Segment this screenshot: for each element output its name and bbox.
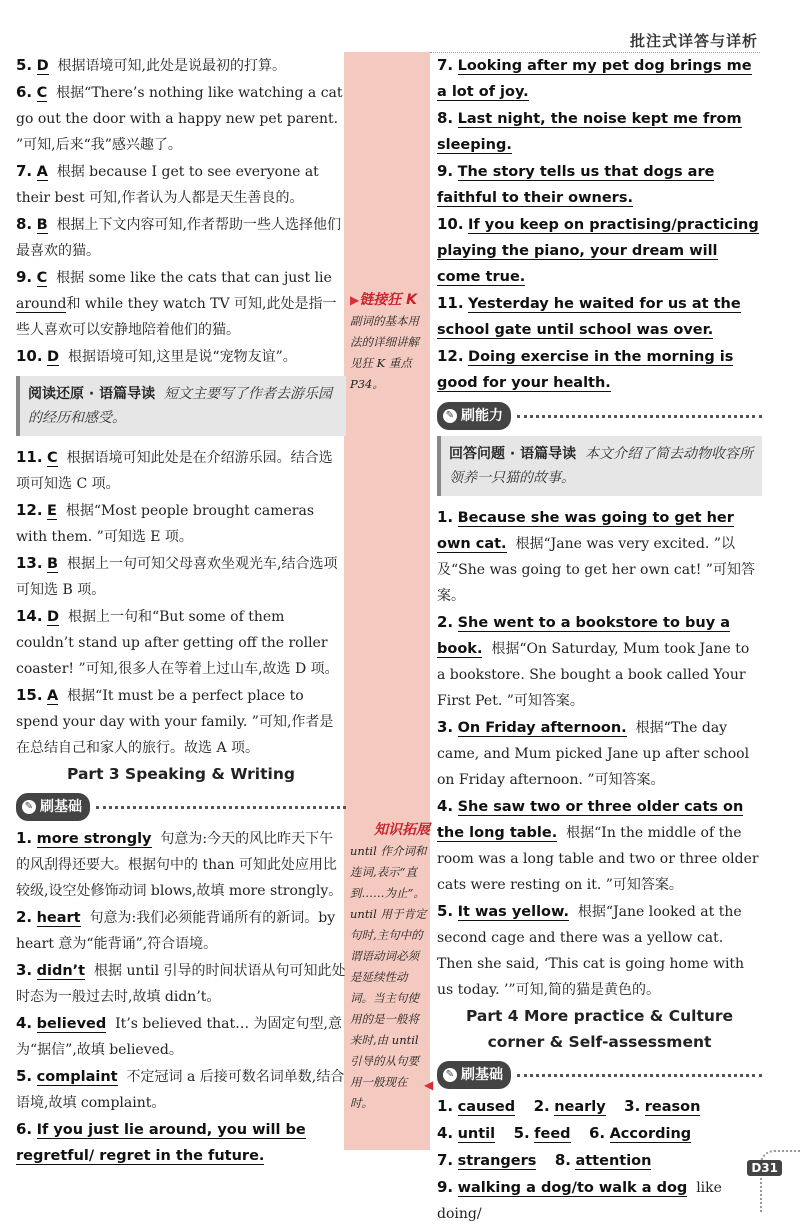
note-knowledge-heading: 知识拓展: [374, 822, 430, 838]
answer-guide-box: 回答问题 · 语篇导读 本文介绍了简去动物收容所领养一只猫的故事。: [437, 436, 762, 496]
item-q1: 1. Because she was going to get her own cat. 根据“Jane was very excited. ”以及“She was going to get her own cat! ”可知答案。: [437, 508, 755, 604]
tag-basic-1: ✎ 刷基础: [16, 793, 346, 821]
item-q5: 5. It was yellow. 根据“Jane looked at the second cage and there was a yellow cat. Then she said, ‘This cat is going home with us today. ’”可知,简的猫是黄色的。: [437, 902, 745, 998]
item-q3: 3. On Friday afternoon. 根据“The day came, and Mum picked Jane up after school on Friday afternoon. ”可知答案。: [437, 718, 750, 788]
answers-row-4: 9. walking a dog/to walk a dog like doing/: [437, 1178, 722, 1222]
item-r12: 12. Doing exercise in the morning is good for your health.: [437, 347, 734, 391]
arrow-left-icon: ◀: [424, 1078, 434, 1092]
item-8: 8. B 根据上下文内容可知,作者帮助一些人选择他们最喜欢的猫。: [16, 215, 342, 259]
item-6: 6. C 根据“There’s nothing like watching a cat go out the door with a happy new pet parent. ”可知,后来“我”感兴趣了。: [16, 83, 343, 153]
item-q4: 4. She saw two or three older cats on the long table. 根据“In the middle of the room was a long table and two or three older cats were resting on it. ”可知答案。: [437, 797, 759, 893]
item-r11: 11. Yesterday he waited for us at the school gate until school was over.: [437, 294, 741, 338]
part-4-title-line2: corner & Self-assessment: [487, 1033, 712, 1051]
item-r10: 10. If you keep on practising/practicing playing the piano, your dream will come true.: [437, 215, 759, 285]
note-link-heading: 链接狂 K: [359, 292, 417, 308]
answers-row-3: 7. strangers 8. attention: [437, 1151, 652, 1169]
page-number: D31: [747, 1160, 782, 1176]
brush-icon: ✎: [443, 1068, 457, 1082]
tag-basic-2: ✎ 刷基础: [437, 1061, 762, 1089]
item-r9: 9. The story tells us that dogs are faithful to their owners.: [437, 162, 715, 206]
item-r8: 8. Last night, the noise kept me from sleeping.: [437, 109, 742, 153]
item-10: 10. D 根据语境可知,这里是说“宠物友谊”。: [16, 347, 297, 365]
item-w6: 6. If you just lie around, you will be regretful/ regret in the future.: [16, 1120, 306, 1164]
item-q2: 2. She went to a bookstore to buy a book. 根据“On Saturday, Mum took Jane to a bookstore. She bought a book called Your First Pet. ”可知答案。: [437, 613, 750, 709]
note-link: [350, 290, 430, 395]
page-header-title: 批注式详答与详析: [629, 32, 758, 50]
item-11: 11. C 根据语境可知此处是在介绍游乐园。结合选项可知选 C 项。: [16, 448, 333, 492]
part-3-title: Part 3 Speaking & Writing: [67, 765, 295, 783]
item-12: 12. E 根据“Most people brought cameras with them. ”可知选 E 项。: [16, 501, 315, 545]
item-w5: 5. complaint 不定冠词 a 后接可数名词单数,结合语境,故填 complaint。: [16, 1067, 345, 1111]
answers-row-2: 4. until 5. feed 6. According: [437, 1124, 692, 1142]
part-4-title-line1: Part 4 More practice & Culture: [465, 1007, 734, 1025]
left-column: [16, 52, 346, 1169]
note-link-body: 副词的基本用法的详细讲解见狂 K 重点 P34。: [350, 314, 419, 391]
note-knowledge: [350, 820, 430, 1114]
right-column: [437, 52, 762, 1227]
brush-icon: ✎: [22, 800, 36, 814]
reading-guide-box: 阅读还原 · 语篇导读 短文主要写了作者去游乐园的经历和感受。: [16, 376, 346, 436]
item-15: 15. A 根据“It must be a perfect place to spend your day with your family. ”可知,作者是在总结自己和家人的旅行。故选 A 项。: [16, 686, 334, 756]
note-knowledge-body: until 作介词和连词,表示“直到……为止”。until 用于肯定句时,主句中的谓语动词必须是延续性动词。当主句使用的是一般将来时,由 until 引导的从句要用一般现在时。: [350, 844, 427, 1110]
item-5: 5. D 根据语境可知,此处是说最初的打算。: [16, 56, 286, 74]
item-w1: 1. more strongly 句意为:今天的风比昨天下午的风刮得还要大。根据句中的 than 可知此处应用比较级,设空处修饰动词 blows,故填 more strongly。: [16, 829, 343, 899]
brush-icon: ✎: [443, 409, 457, 423]
item-9: 9. C 根据 some like the cats that can just lie around和 while they watch TV 可知,此处是指一些人喜欢可以安静地陪着他们的猫。: [16, 268, 337, 338]
item-7: 7. A 根据 because I get to see everyone at their best 可知,作者认为人都是天生善良的。: [16, 162, 319, 206]
arrow-icon: ▶: [350, 293, 360, 307]
answers-row-1: 1. caused 2. nearly 3. reason: [437, 1097, 701, 1115]
item-r7: 7. Looking after my pet dog brings me a lot of joy.: [437, 56, 752, 100]
item-13: 13. B 根据上一句可知父母喜欢坐观光车,结合选项可知选 B 项。: [16, 554, 338, 598]
item-w4: 4. believed It’s believed that… 为固定句型,意为“据信”,故填 believed。: [16, 1014, 343, 1058]
item-w3: 3. didn’t 根据 until 引导的时间状语从句可知此处时态为一般过去时,故填 didn’t。: [16, 961, 346, 1005]
item-w2: 2. heart 句意为:我们必须能背诵所有的新词。by heart 意为“能背诵”,符合语境。: [16, 908, 336, 952]
tag-ability: ✎ 刷能力: [437, 402, 762, 430]
item-14: 14. D 根据上一句和“But some of them couldn’t stand up after getting off the roller coaster! ”可知,很多人在等着上过山车,故选 D 项。: [16, 607, 339, 677]
